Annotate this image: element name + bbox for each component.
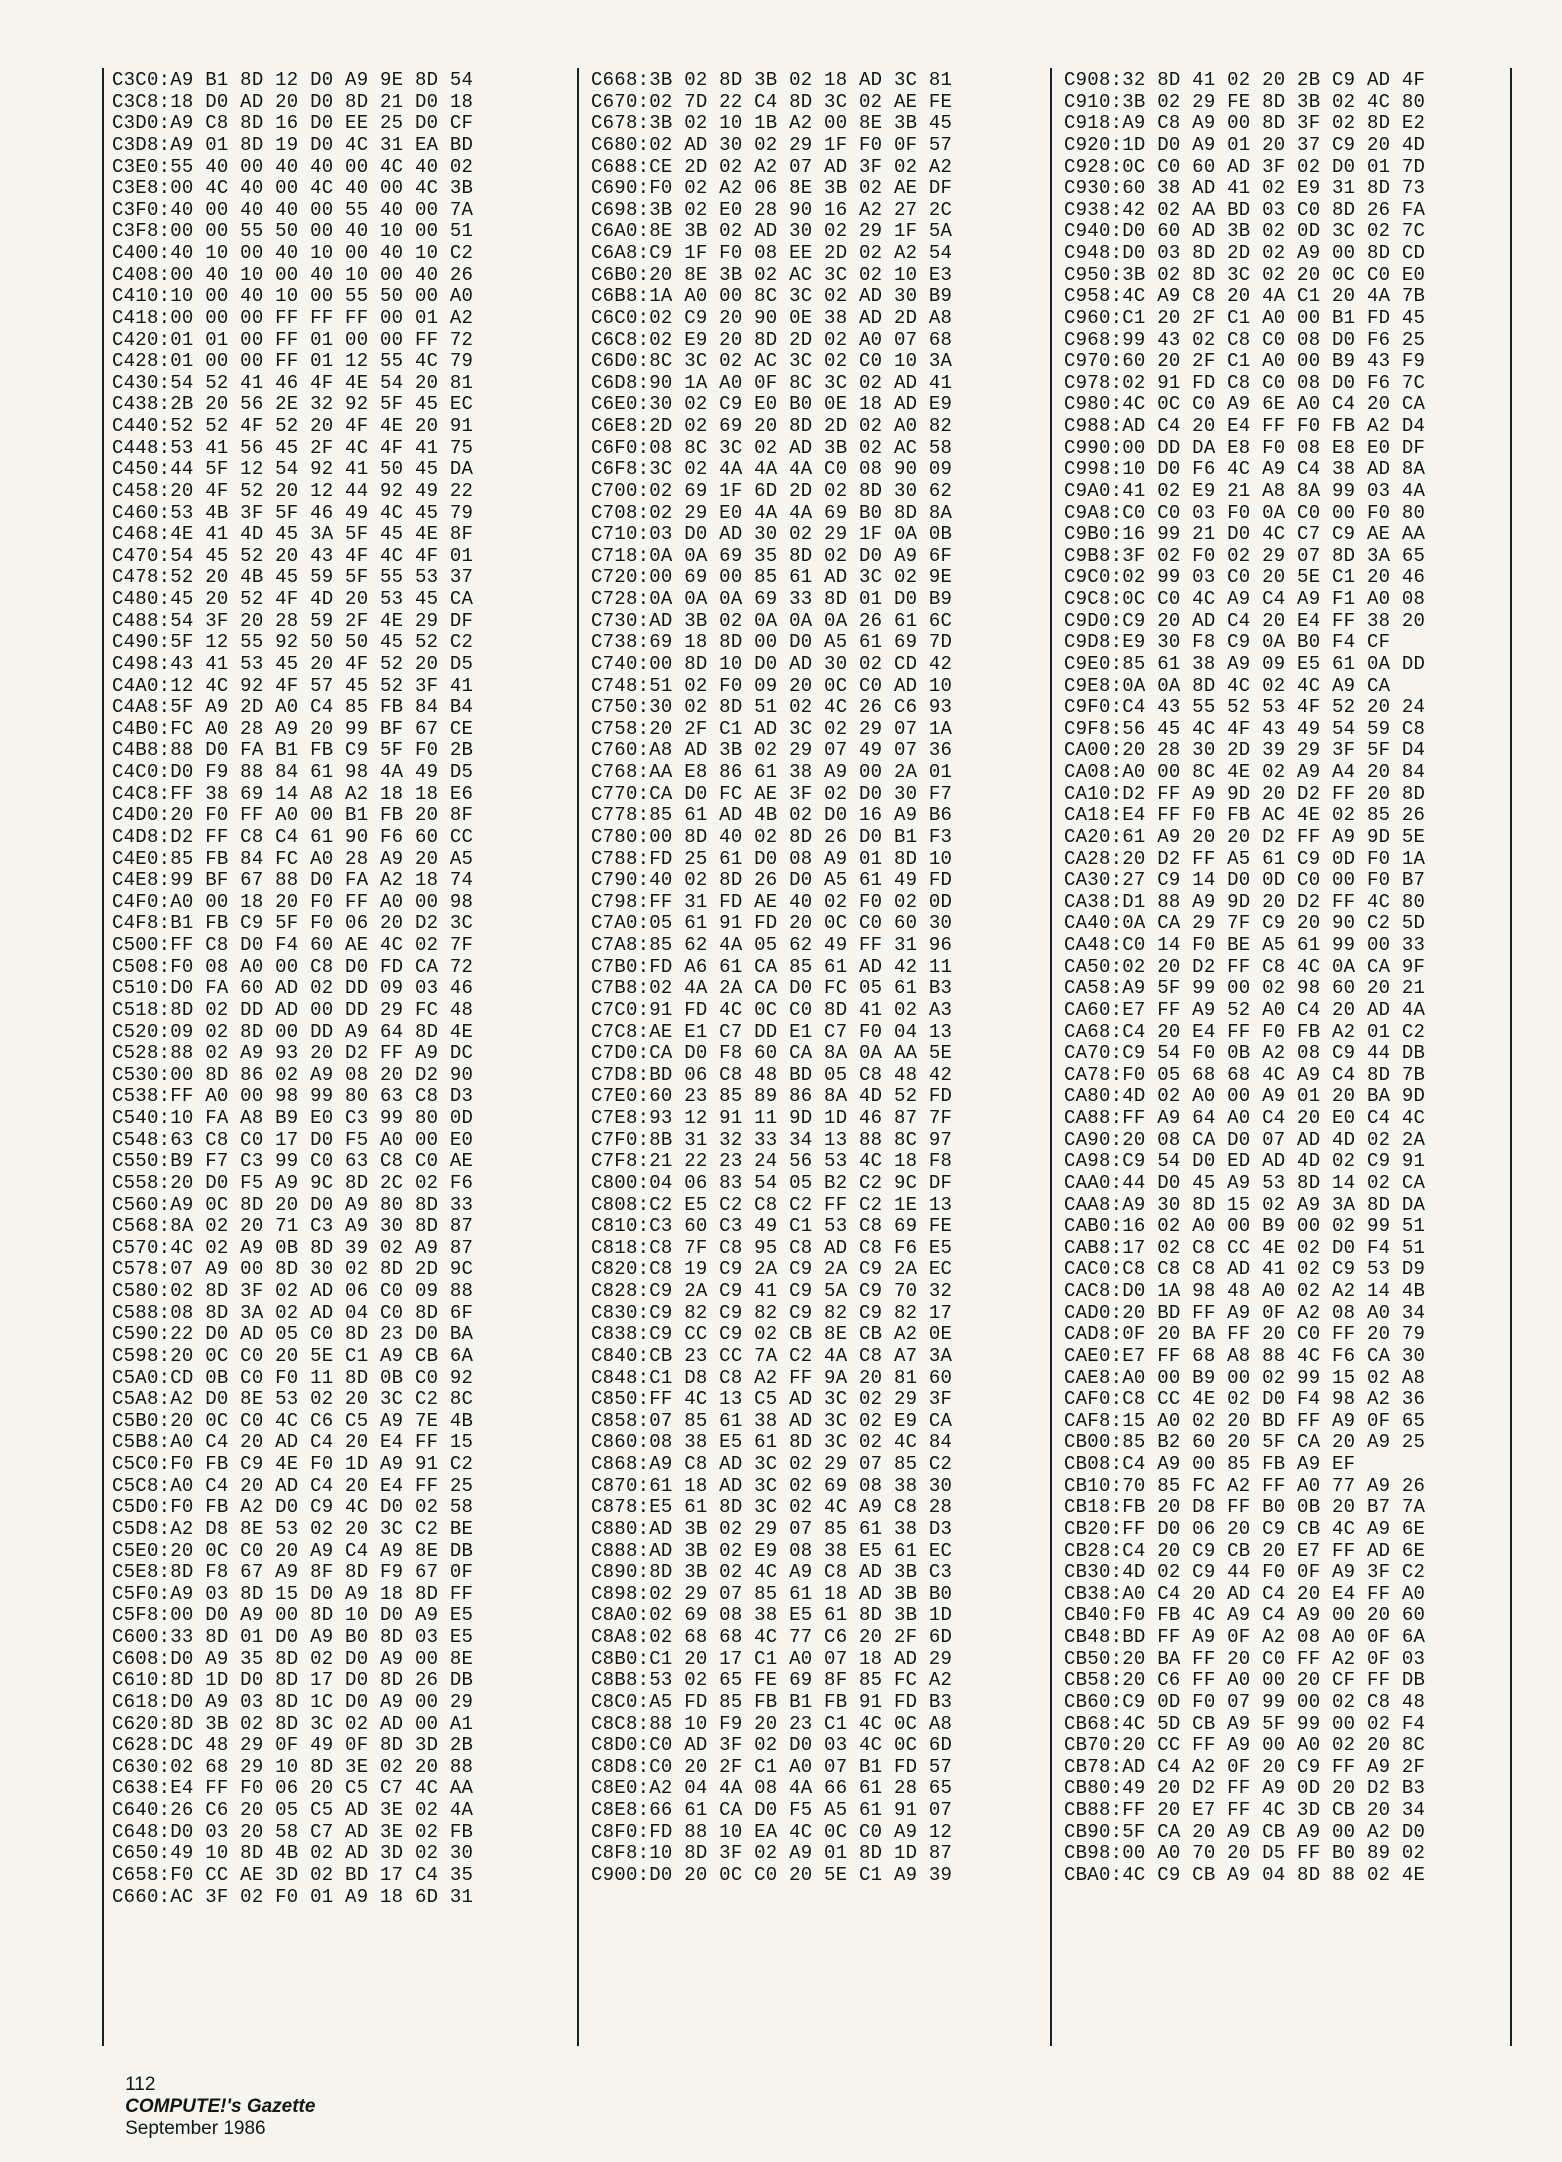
- listing-line: CA90:20 08 CA D0 07 AD 4D 02 2A: [1064, 1128, 1426, 1151]
- listing-line: C418:00 00 00 FF FF FF 00 01 A2: [112, 306, 474, 329]
- listing-line: CAC0:C8 C8 C8 AD 41 02 C9 53 D9: [1064, 1258, 1426, 1281]
- listing-line: C9B8:3F 02 F0 02 29 07 8D 3A 65: [1064, 544, 1426, 567]
- listing-line: C570:4C 02 A9 0B 8D 39 02 A9 87: [112, 1236, 474, 1259]
- listing-line: CB68:4C 5D CB A9 5F 99 00 02 F4: [1064, 1712, 1426, 1735]
- listing-line: C950:3B 02 8D 3C 02 20 0C C0 E0: [1064, 263, 1426, 286]
- listing-line: C670:02 7D 22 C4 8D 3C 02 AE FE: [591, 90, 953, 113]
- listing-line: C6C8:02 E9 20 8D 2D 02 A0 07 68: [591, 328, 953, 351]
- listing-line: C530:00 8D 86 02 A9 08 20 D2 90: [112, 1063, 474, 1086]
- listing-line: C5F0:A9 03 8D 15 D0 A9 18 8D FF: [112, 1582, 474, 1605]
- listing-line: C7B8:02 4A 2A CA D0 FC 05 61 B3: [591, 977, 953, 1000]
- listing-line: C610:8D 1D D0 8D 17 D0 8D 26 DB: [112, 1669, 474, 1692]
- listing-line: CB38:A0 C4 20 AD C4 20 E4 FF A0: [1064, 1582, 1426, 1605]
- listing-line: C940:D0 60 AD 3B 02 0D 3C 02 7C: [1064, 220, 1426, 243]
- listing-line: C960:C1 20 2F C1 A0 00 B1 FD 45: [1064, 306, 1426, 329]
- listing-line: C938:42 02 AA BD 03 C0 8D 26 FA: [1064, 198, 1426, 221]
- listing-line: C6C0:02 C9 20 90 0E 38 AD 2D A8: [591, 306, 953, 329]
- listing-line: C978:02 91 FD C8 C0 08 D0 F6 7C: [1064, 371, 1426, 394]
- listing-line: C4C0:D0 F9 88 84 61 98 4A 49 D5: [112, 761, 474, 783]
- listing-line: C9D8:E9 30 F8 C9 0A B0 F4 CF: [1064, 631, 1391, 654]
- listing-line: C5C8:A0 C4 20 AD C4 20 E4 FF 25: [112, 1474, 474, 1497]
- listing-line: C668:3B 02 8D 3B 02 18 AD 3C 81: [591, 70, 953, 91]
- listing-line: C800:04 06 83 54 05 B2 C2 9C DF: [591, 1171, 953, 1194]
- listing-line: CB20:FF D0 06 20 C9 CB 4C A9 6E: [1064, 1517, 1426, 1540]
- listing-line: C590:22 D0 AD 05 C0 8D 23 D0 BA: [112, 1323, 474, 1346]
- listing-line: C4B0:FC A0 28 A9 20 99 BF 67 CE: [112, 717, 474, 740]
- listing-line: C708:02 29 E0 4A 4A 69 B0 8D 8A: [591, 501, 953, 524]
- listing-line: C930:60 38 AD 41 02 E9 31 8D 73: [1064, 177, 1426, 200]
- listing-line: CB28:C4 20 C9 CB 20 E7 FF AD 6E: [1064, 1539, 1426, 1562]
- hex-listing-column-1: [104, 70, 572, 2044]
- listing-line: CAA8:A9 30 8D 15 02 A9 3A 8D DA: [1064, 1193, 1426, 1216]
- listing-line: C540:10 FA A8 B9 E0 C3 99 80 0D: [112, 1107, 474, 1129]
- listing-line: C438:2B 20 56 2E 32 92 5F 45 EC: [112, 393, 474, 416]
- listing-line: C8A0:02 69 08 38 E5 61 8D 3B 1D: [591, 1604, 953, 1627]
- listing-line: C5B0:20 0C C0 4C C6 C5 A9 7E 4B: [112, 1409, 474, 1432]
- listing-line: C5D0:F0 FB A2 D0 C9 4C D0 02 58: [112, 1496, 474, 1519]
- listing-line: C6D8:90 1A A0 0F 8C 3C 02 AD 41: [591, 371, 953, 394]
- listing-line: C690:F0 02 A2 06 8E 3B 02 AE DF: [591, 177, 953, 200]
- listing-line: C838:C9 CC C9 02 CB 8E CB A2 0E: [591, 1323, 953, 1346]
- listing-line: C650:49 10 8D 4B 02 AD 3D 02 30: [112, 1842, 474, 1865]
- listing-line: C9E0:85 61 38 A9 09 E5 61 0A DD: [1064, 652, 1426, 675]
- listing-line: CA58:A9 5F 99 00 02 98 60 20 21: [1064, 977, 1426, 1000]
- listing-line: C510:D0 FA 60 AD 02 DD 09 03 46: [112, 977, 474, 1000]
- listing-line: C548:63 C8 C0 17 D0 F5 A0 00 E0: [112, 1128, 474, 1151]
- listing-line: C900:D0 20 0C C0 20 5E C1 A9 39: [591, 1863, 953, 1886]
- listing-line: C898:02 29 07 85 61 18 AD 3B B0: [591, 1582, 953, 1605]
- listing-line: CB78:AD C4 A2 0F 20 C9 FF A9 2F: [1064, 1755, 1426, 1778]
- listing-line: CB00:85 B2 60 20 5F CA 20 A9 25: [1064, 1431, 1426, 1454]
- listing-line: CAE8:A0 00 B9 00 02 99 15 02 A8: [1064, 1366, 1426, 1389]
- listing-line: C8D0:C0 AD 3F 02 D0 03 4C 0C 6D: [591, 1734, 953, 1757]
- listing-line: C6F0:08 8C 3C 02 AD 3B 02 AC 58: [591, 436, 953, 459]
- listing-line: C678:3B 02 10 1B A2 00 8E 3B 45: [591, 112, 953, 135]
- listing-line: C9A0:41 02 E9 21 A8 8A 99 03 4A: [1064, 479, 1426, 502]
- listing-line: C6A0:8E 3B 02 AD 30 02 29 1F 5A: [591, 220, 953, 243]
- listing-line: C9C8:0C C0 4C A9 C4 A9 F1 A0 08: [1064, 588, 1426, 610]
- listing-line: C8F0:FD 88 10 EA 4C 0C C0 A9 12: [591, 1820, 953, 1843]
- listing-line: CA48:C0 14 F0 BE A5 61 99 00 33: [1064, 934, 1426, 956]
- listing-line: CB48:BD FF A9 0F A2 08 A0 0F 6A: [1064, 1626, 1426, 1648]
- listing-line: CAE0:E7 FF 68 A8 88 4C F6 CA 30: [1064, 1344, 1426, 1367]
- listing-line: C528:88 02 A9 93 20 D2 FF A9 DC: [112, 1042, 474, 1065]
- listing-line: C430:54 52 41 46 4F 4E 54 20 81: [112, 371, 474, 394]
- listing-line: C3D8:A9 01 8D 19 D0 4C 31 EA BD: [112, 133, 474, 156]
- listing-line: C5B8:A0 C4 20 AD C4 20 E4 FF 15: [112, 1431, 474, 1454]
- listing-line: C750:30 02 8D 51 02 4C 26 C6 93: [591, 696, 953, 719]
- listing-line: C718:0A 0A 69 35 8D 02 D0 A9 6F: [591, 544, 953, 567]
- listing-line: C9E8:0A 0A 8D 4C 02 4C A9 CA: [1064, 674, 1391, 697]
- listing-line: C738:69 18 8D 00 D0 A5 61 69 7D: [591, 631, 953, 654]
- listing-line: C700:02 69 1F 6D 2D 02 8D 30 62: [591, 479, 953, 502]
- page-footer: [104, 2052, 331, 2162]
- listing-line: C448:53 41 56 45 2F 4C 4F 41 75: [112, 436, 474, 459]
- listing-line: C698:3B 02 E0 28 90 16 A2 27 2C: [591, 198, 953, 221]
- listing-line: C468:4E 41 4D 45 3A 5F 45 4E 8F: [112, 523, 474, 546]
- listing-line: C910:3B 02 29 FE 8D 3B 02 4C 80: [1064, 90, 1426, 113]
- listing-line: C490:5F 12 55 92 50 50 45 52 C2: [112, 631, 474, 654]
- listing-line: C890:8D 3B 02 4C A9 C8 AD 3B C3: [591, 1561, 953, 1584]
- listing-line: C5F8:00 D0 A9 00 8D 10 D0 A9 E5: [112, 1604, 474, 1627]
- listing-line: CAD8:0F 20 BA FF 20 C0 FF 20 79: [1064, 1323, 1426, 1346]
- listing-line: CA78:F0 05 68 68 4C A9 C4 8D 7B: [1064, 1063, 1426, 1086]
- listing-line: CA40:0A CA 29 7F C9 20 90 C2 5D: [1064, 912, 1426, 935]
- listing-line: C880:AD 3B 02 29 07 85 61 38 D3: [591, 1517, 953, 1540]
- listing-line: C5E0:20 0C C0 20 A9 C4 A9 8E DB: [112, 1539, 474, 1562]
- listing-line: C9F8:56 45 4C 4F 43 49 54 59 C8: [1064, 717, 1426, 740]
- listing-line: C7E0:60 23 85 89 86 8A 4D 52 FD: [591, 1085, 953, 1108]
- listing-line: C410:10 00 40 10 00 55 50 00 A0: [112, 285, 474, 308]
- listing-line: C850:FF 4C 13 C5 AD 3C 02 29 3F: [591, 1388, 953, 1411]
- listing-line: C660:AC 3F 02 F0 01 A9 18 6D 31: [112, 1885, 474, 1908]
- listing-line: C748:51 02 F0 09 20 0C C0 AD 10: [591, 674, 953, 697]
- listing-line: C780:00 8D 40 02 8D 26 D0 B1 F3: [591, 825, 953, 848]
- listing-line: C580:02 8D 3F 02 AD 06 C0 09 88: [112, 1280, 474, 1302]
- magazine-title: COMPUTE!'s Gazette: [125, 2096, 316, 2117]
- listing-line: C9B0:16 99 21 D0 4C C7 C9 AE AA: [1064, 523, 1426, 546]
- listing-line: C3D0:A9 C8 8D 16 D0 EE 25 D0 CF: [112, 112, 474, 135]
- listing-line: C6B0:20 8E 3B 02 AC 3C 02 10 E3: [591, 263, 953, 286]
- listing-line: C740:00 8D 10 D0 AD 30 02 CD 42: [591, 652, 953, 675]
- listing-line: C848:C1 D8 C8 A2 FF 9A 20 81 60: [591, 1366, 953, 1389]
- listing-line: C4E0:85 FB 84 FC A0 28 A9 20 A5: [112, 847, 474, 870]
- listing-line: C558:20 D0 F5 A9 9C 8D 2C 02 F6: [112, 1171, 474, 1194]
- listing-line: C920:1D D0 A9 01 20 37 C9 20 4D: [1064, 133, 1426, 156]
- listing-line: C538:FF A0 00 98 99 80 63 C8 D3: [112, 1085, 474, 1108]
- listing-line: C8E0:A2 04 4A 08 4A 66 61 28 65: [591, 1777, 953, 1800]
- listing-line: CBA0:4C C9 CB A9 04 8D 88 02 4E: [1064, 1863, 1426, 1886]
- listing-line: C3E0:55 40 00 40 40 00 4C 40 02: [112, 155, 474, 178]
- listing-line: C630:02 68 29 10 8D 3E 02 20 88: [112, 1755, 474, 1778]
- listing-line: C640:26 C6 20 05 C5 AD 3E 02 4A: [112, 1799, 474, 1821]
- listing-line: CA38:D1 88 A9 9D 20 D2 FF 4C 80: [1064, 890, 1426, 913]
- listing-line: C6B8:1A A0 00 8C 3C 02 AD 30 B9: [591, 285, 953, 308]
- listing-line: C998:10 D0 F6 4C A9 C4 38 AD 8A: [1064, 458, 1426, 481]
- listing-line: C568:8A 02 20 71 C3 A9 30 8D 87: [112, 1215, 474, 1238]
- listing-line: CB58:20 C6 FF A0 00 20 CF FF DB: [1064, 1669, 1426, 1692]
- listing-line: C6D0:8C 3C 02 AC 3C 02 C0 10 3A: [591, 350, 953, 373]
- listing-line: C808:C2 E5 C2 C8 C2 FF C2 1E 13: [591, 1193, 953, 1216]
- listing-line: C6E0:30 02 C9 E0 B0 0E 18 AD E9: [591, 393, 953, 416]
- listing-line: CA28:20 D2 FF A5 61 C9 0D F0 1A: [1064, 847, 1426, 870]
- listing-line: C958:4C A9 C8 20 4A C1 20 4A 7B: [1064, 285, 1426, 308]
- listing-line: C628:DC 48 29 0F 49 0F 8D 3D 2B: [112, 1734, 474, 1757]
- listing-line: C3C8:18 D0 AD 20 D0 8D 21 D0 18: [112, 90, 474, 113]
- listing-line: C860:08 38 E5 61 8D 3C 02 4C 84: [591, 1431, 953, 1454]
- listing-line: C828:C9 2A C9 41 C9 5A C9 70 32: [591, 1280, 953, 1302]
- page-number: 112: [125, 2074, 156, 2095]
- listing-line: CA68:C4 20 E4 FF F0 FB A2 01 C2: [1064, 1020, 1426, 1043]
- listing-line: C990:00 DD DA E8 F0 08 E8 E0 DF: [1064, 436, 1426, 459]
- listing-line: C400:40 10 00 40 10 00 40 10 C2: [112, 242, 474, 264]
- listing-line: C460:53 4B 3F 5F 46 49 4C 45 79: [112, 501, 474, 524]
- listing-line: C730:AD 3B 02 0A 0A 0A 26 61 6C: [591, 609, 953, 632]
- listing-line: C498:43 41 53 45 20 4F 52 20 D5: [112, 652, 474, 675]
- listing-line: C620:8D 3B 02 8D 3C 02 AD 00 A1: [112, 1712, 474, 1735]
- listing-line: CB98:00 A0 70 20 D5 FF B0 89 02: [1064, 1842, 1426, 1865]
- column-rule-1: [577, 68, 579, 2046]
- listing-line: C5A8:A2 D0 8E 53 02 20 3C C2 8C: [112, 1388, 474, 1411]
- listing-line: C918:A9 C8 A9 00 8D 3F 02 8D E2: [1064, 112, 1426, 135]
- listing-line: C7B0:FD A6 61 CA 85 61 AD 42 11: [591, 955, 953, 978]
- listing-line: C970:60 20 2F C1 A0 00 B9 43 F9: [1064, 350, 1426, 373]
- listing-line: C520:09 02 8D 00 DD A9 64 8D 4E: [112, 1020, 474, 1043]
- listing-line: CAB8:17 02 C8 CC 4E 02 D0 F4 51: [1064, 1236, 1426, 1259]
- listing-line: C840:CB 23 CC 7A C2 4A C8 A7 3A: [591, 1344, 953, 1367]
- listing-line: C500:FF C8 D0 F4 60 AE 4C 02 7F: [112, 934, 474, 956]
- listing-line: C6E8:2D 02 69 20 8D 2D 02 A0 82: [591, 415, 953, 437]
- listing-line: CAF8:15 A0 02 20 BD FF A9 0F 65: [1064, 1409, 1426, 1432]
- listing-line: C688:CE 2D 02 A2 07 AD 3F 02 A2: [591, 155, 953, 178]
- listing-line: C440:52 52 4F 52 20 4F 4E 20 91: [112, 415, 474, 437]
- listing-line: C758:20 2F C1 AD 3C 02 29 07 1A: [591, 717, 953, 740]
- listing-line: C488:54 3F 20 28 59 2F 4E 29 DF: [112, 609, 474, 632]
- listing-line: C4D8:D2 FF C8 C4 61 90 F6 60 CC: [112, 825, 474, 848]
- listing-line: C608:D0 A9 35 8D 02 D0 A9 00 8E: [112, 1647, 474, 1670]
- listing-line: C4B8:88 D0 FA B1 FB C9 5F F0 2B: [112, 739, 474, 762]
- listing-line: C5A0:CD 0B C0 F0 11 8D 0B C0 92: [112, 1366, 474, 1389]
- listing-line: C470:54 45 52 20 43 4F 4C 4F 01: [112, 544, 474, 567]
- listing-line: CB08:C4 A9 00 85 FB A9 EF: [1064, 1453, 1356, 1475]
- listing-line: C8A8:02 68 68 4C 77 C6 20 2F 6D: [591, 1626, 953, 1648]
- listing-line: C888:AD 3B 02 E9 08 38 E5 61 EC: [591, 1539, 953, 1562]
- listing-line: C7E8:93 12 91 11 9D 1D 46 87 7F: [591, 1107, 953, 1129]
- listing-line: C820:C8 19 C9 2A C9 2A C9 2A EC: [591, 1258, 953, 1281]
- listing-line: C3F0:40 00 40 40 00 55 40 00 7A: [112, 198, 474, 221]
- listing-line: C7C0:91 FD 4C 0C C0 8D 41 02 A3: [591, 998, 953, 1021]
- listing-line: C4A8:5F A9 2D A0 C4 85 FB 84 B4: [112, 696, 474, 719]
- listing-line: C428:01 00 00 FF 01 12 55 4C 79: [112, 350, 474, 373]
- listing-line: C6A8:C9 1F F0 08 EE 2D 02 A2 54: [591, 242, 953, 264]
- listing-line: CB60:C9 0D F0 07 99 00 02 C8 48: [1064, 1690, 1426, 1713]
- listing-line: C8B8:53 02 65 FE 69 8F 85 FC A2: [591, 1669, 953, 1692]
- listing-line: C798:FF 31 FD AE 40 02 F0 02 0D: [591, 890, 953, 913]
- listing-line: C878:E5 61 8D 3C 02 4C A9 C8 28: [591, 1496, 953, 1519]
- listing-line: C9F0:C4 43 55 52 53 4F 52 20 24: [1064, 696, 1426, 719]
- listing-line: C948:D0 03 8D 2D 02 A9 00 8D CD: [1064, 242, 1426, 264]
- listing-line: C5C0:F0 FB C9 4E F0 1D A9 91 C2: [112, 1453, 474, 1475]
- listing-line: CA98:C9 54 D0 ED AD 4D 02 C9 91: [1064, 1150, 1426, 1173]
- listing-line: C778:85 61 AD 4B 02 D0 16 A9 B6: [591, 804, 953, 827]
- listing-line: C680:02 AD 30 02 29 1F F0 0F 57: [591, 133, 953, 156]
- listing-line: C8D8:C0 20 2F C1 A0 07 B1 FD 57: [591, 1755, 953, 1778]
- listing-line: C578:07 A9 00 8D 30 02 8D 2D 9C: [112, 1258, 474, 1281]
- listing-line: C830:C9 82 C9 82 C9 82 C9 82 17: [591, 1301, 953, 1324]
- listing-line: CB18:FB 20 D8 FF B0 0B 20 B7 7A: [1064, 1496, 1426, 1519]
- issue-date: September 1986: [125, 2118, 266, 2139]
- listing-line: C480:45 20 52 4F 4D 20 53 45 CA: [112, 588, 474, 610]
- listing-line: CAD0:20 BD FF A9 0F A2 08 A0 34: [1064, 1301, 1426, 1324]
- listing-line: CA18:E4 FF F0 FB AC 4E 02 85 26: [1064, 804, 1426, 827]
- listing-line: C7D0:CA D0 F8 60 CA 8A 0A AA 5E: [591, 1042, 953, 1065]
- listing-line: CA30:27 C9 14 D0 0D C0 00 F0 B7: [1064, 869, 1426, 892]
- listing-line: C7C8:AE E1 C7 DD E1 C7 F0 04 13: [591, 1020, 953, 1043]
- listing-line: CA20:61 A9 20 20 D2 FF A9 9D 5E: [1064, 825, 1426, 848]
- listing-line: C450:44 5F 12 54 92 41 50 45 DA: [112, 458, 474, 481]
- listing-line: C4F0:A0 00 18 20 F0 FF A0 00 98: [112, 890, 474, 913]
- listing-line: C4C8:FF 38 69 14 A8 A2 18 18 E6: [112, 782, 474, 805]
- listing-line: C980:4C 0C C0 A9 6E A0 C4 20 CA: [1064, 393, 1426, 416]
- listing-line: C7A0:05 61 91 FD 20 0C C0 60 30: [591, 912, 953, 935]
- listing-line: CA60:E7 FF A9 52 A0 C4 20 AD 4A: [1064, 998, 1426, 1021]
- listing-line: C818:C8 7F C8 95 C8 AD C8 F6 E5: [591, 1236, 953, 1259]
- listing-line: CA08:A0 00 8C 4E 02 A9 A4 20 84: [1064, 761, 1426, 783]
- listing-line: C928:0C C0 60 AD 3F 02 D0 01 7D: [1064, 155, 1426, 178]
- listing-line: C478:52 20 4B 45 59 5F 55 53 37: [112, 566, 474, 589]
- listing-line: CAF0:C8 CC 4E 02 D0 F4 98 A2 36: [1064, 1388, 1426, 1411]
- listing-line: C710:03 D0 AD 30 02 29 1F 0A 0B: [591, 523, 953, 546]
- listing-line: C770:CA D0 FC AE 3F 02 D0 30 F7: [591, 782, 953, 805]
- listing-line: CA70:C9 54 F0 0B A2 08 C9 44 DB: [1064, 1042, 1426, 1065]
- listing-line: CA00:20 28 30 2D 39 29 3F 5F D4: [1064, 739, 1426, 762]
- listing-line: CB50:20 BA FF 20 C0 FF A2 0F 03: [1064, 1647, 1426, 1670]
- listing-line: C6F8:3C 02 4A 4A 4A C0 08 90 09: [591, 458, 953, 481]
- listing-line: C5D8:A2 D8 8E 53 02 20 3C C2 BE: [112, 1517, 474, 1540]
- listing-line: C870:61 18 AD 3C 02 69 08 38 30: [591, 1474, 953, 1497]
- listing-line: C988:AD C4 20 E4 FF F0 FB A2 D4: [1064, 415, 1426, 437]
- listing-line: C8C8:88 10 F9 20 23 C1 4C 0C A8: [591, 1712, 953, 1735]
- listing-line: C4E8:99 BF 67 88 D0 FA A2 18 74: [112, 869, 474, 892]
- listing-line: C508:F0 08 A0 00 C8 D0 FD CA 72: [112, 955, 474, 978]
- listing-line: C408:00 40 10 00 40 10 00 40 26: [112, 263, 474, 286]
- listing-line: C760:A8 AD 3B 02 29 07 49 07 36: [591, 739, 953, 762]
- listing-line: C868:A9 C8 AD 3C 02 29 07 85 C2: [591, 1453, 953, 1475]
- hex-listing-column-2: [583, 70, 1046, 2044]
- listing-line: CB10:70 85 FC A2 FF A0 77 A9 26: [1064, 1474, 1426, 1497]
- listing-line: C4A0:12 4C 92 4F 57 45 52 3F 41: [112, 674, 474, 697]
- listing-line: C9A8:C0 C0 03 F0 0A C0 00 F0 80: [1064, 501, 1426, 524]
- listing-line: C658:F0 CC AE 3D 02 BD 17 C4 35: [112, 1863, 474, 1886]
- listing-line: C598:20 0C C0 20 5E C1 A9 CB 6A: [112, 1344, 474, 1367]
- listing-line: C788:FD 25 61 D0 08 A9 01 8D 10: [591, 847, 953, 870]
- listing-line: C720:00 69 00 85 61 AD 3C 02 9E: [591, 566, 953, 589]
- listing-line: C4D0:20 F0 FF A0 00 B1 FB 20 8F: [112, 804, 474, 827]
- listing-line: CAA0:44 D0 45 A9 53 8D 14 02 CA: [1064, 1171, 1426, 1194]
- listing-line: C420:01 01 00 FF 01 00 00 FF 72: [112, 328, 474, 351]
- listing-line: C7A8:85 62 4A 05 62 49 FF 31 96: [591, 934, 953, 956]
- listing-line: CAB0:16 02 A0 00 B9 00 02 99 51: [1064, 1215, 1426, 1238]
- listing-line: C458:20 4F 52 20 12 44 92 49 22: [112, 479, 474, 502]
- listing-line: C550:B9 F7 C3 99 C0 63 C8 C0 AE: [112, 1150, 474, 1173]
- hex-listing-column-3: [1056, 70, 1518, 2044]
- listing-line: CA88:FF A9 64 A0 C4 20 E0 C4 4C: [1064, 1107, 1426, 1129]
- listing-line: C588:08 8D 3A 02 AD 04 C0 8D 6F: [112, 1301, 474, 1324]
- listing-line: CA50:02 20 D2 FF C8 4C 0A CA 9F: [1064, 955, 1426, 978]
- listing-line: C9D0:C9 20 AD C4 20 E4 FF 38 20: [1064, 609, 1426, 632]
- listing-line: C8F8:10 8D 3F 02 A9 01 8D 1D 87: [591, 1842, 953, 1865]
- listing-line: C560:A9 0C 8D 20 D0 A9 80 8D 33: [112, 1193, 474, 1216]
- listing-line: C518:8D 02 DD AD 00 DD 29 FC 48: [112, 998, 474, 1021]
- listing-line: C728:0A 0A 0A 69 33 8D 01 D0 B9: [591, 588, 953, 610]
- listing-line: C4F8:B1 FB C9 5F F0 06 20 D2 3C: [112, 912, 474, 935]
- listing-line: CA10:D2 FF A9 9D 20 D2 FF 20 8D: [1064, 782, 1426, 805]
- listing-line: C8B0:C1 20 17 C1 A0 07 18 AD 29: [591, 1647, 953, 1670]
- listing-line: C638:E4 FF F0 06 20 C5 C7 4C AA: [112, 1777, 474, 1800]
- listing-line: C8E8:66 61 CA D0 F5 A5 61 91 07: [591, 1799, 953, 1821]
- listing-line: C5E8:8D F8 67 A9 8F 8D F9 67 0F: [112, 1561, 474, 1584]
- listing-line: C648:D0 03 20 58 C7 AD 3E 02 FB: [112, 1820, 474, 1843]
- listing-line: CB30:4D 02 C9 44 F0 0F A9 3F C2: [1064, 1561, 1426, 1584]
- listing-line: C810:C3 60 C3 49 C1 53 C8 69 FE: [591, 1215, 953, 1238]
- listing-line: C908:32 8D 41 02 20 2B C9 AD 4F: [1064, 70, 1426, 91]
- listing-line: C7F0:8B 31 32 33 34 13 88 8C 97: [591, 1128, 953, 1151]
- listing-line: CAC8:D0 1A 98 48 A0 02 A2 14 4B: [1064, 1280, 1426, 1302]
- listing-line: CB70:20 CC FF A9 00 A0 02 20 8C: [1064, 1734, 1426, 1757]
- listing-line: C858:07 85 61 38 AD 3C 02 E9 CA: [591, 1409, 953, 1432]
- listing-line: C968:99 43 02 C8 C0 08 D0 F6 25: [1064, 328, 1426, 351]
- listing-line: CB80:49 20 D2 FF A9 0D 20 D2 B3: [1064, 1777, 1426, 1800]
- listing-line: CB40:F0 FB 4C A9 C4 A9 00 20 60: [1064, 1604, 1426, 1627]
- listing-line: CB90:5F CA 20 A9 CB A9 00 A2 D0: [1064, 1820, 1426, 1843]
- listing-line: C3E8:00 4C 40 00 4C 40 00 4C 3B: [112, 177, 474, 200]
- listing-line: C790:40 02 8D 26 D0 A5 61 49 FD: [591, 869, 953, 892]
- listing-line: C3F8:00 00 55 50 00 40 10 00 51: [112, 220, 474, 243]
- listing-line: C3C0:A9 B1 8D 12 D0 A9 9E 8D 54: [112, 70, 474, 91]
- listing-line: CB88:FF 20 E7 FF 4C 3D CB 20 34: [1064, 1799, 1426, 1821]
- listing-line: C7F8:21 22 23 24 56 53 4C 18 F8: [591, 1150, 953, 1173]
- listing-line: C600:33 8D 01 D0 A9 B0 8D 03 E5: [112, 1626, 474, 1648]
- listing-line: C618:D0 A9 03 8D 1C D0 A9 00 29: [112, 1690, 474, 1713]
- column-rule-2: [1050, 68, 1052, 2046]
- listing-line: C7D8:BD 06 C8 48 BD 05 C8 48 42: [591, 1063, 953, 1086]
- listing-line: CA80:4D 02 A0 00 A9 01 20 BA 9D: [1064, 1085, 1426, 1108]
- listing-line: C8C0:A5 FD 85 FB B1 FB 91 FD B3: [591, 1690, 953, 1713]
- listing-line: C9C0:02 99 03 C0 20 5E C1 20 46: [1064, 566, 1426, 589]
- listing-line: C768:AA E8 86 61 38 A9 00 2A 01: [591, 761, 953, 783]
